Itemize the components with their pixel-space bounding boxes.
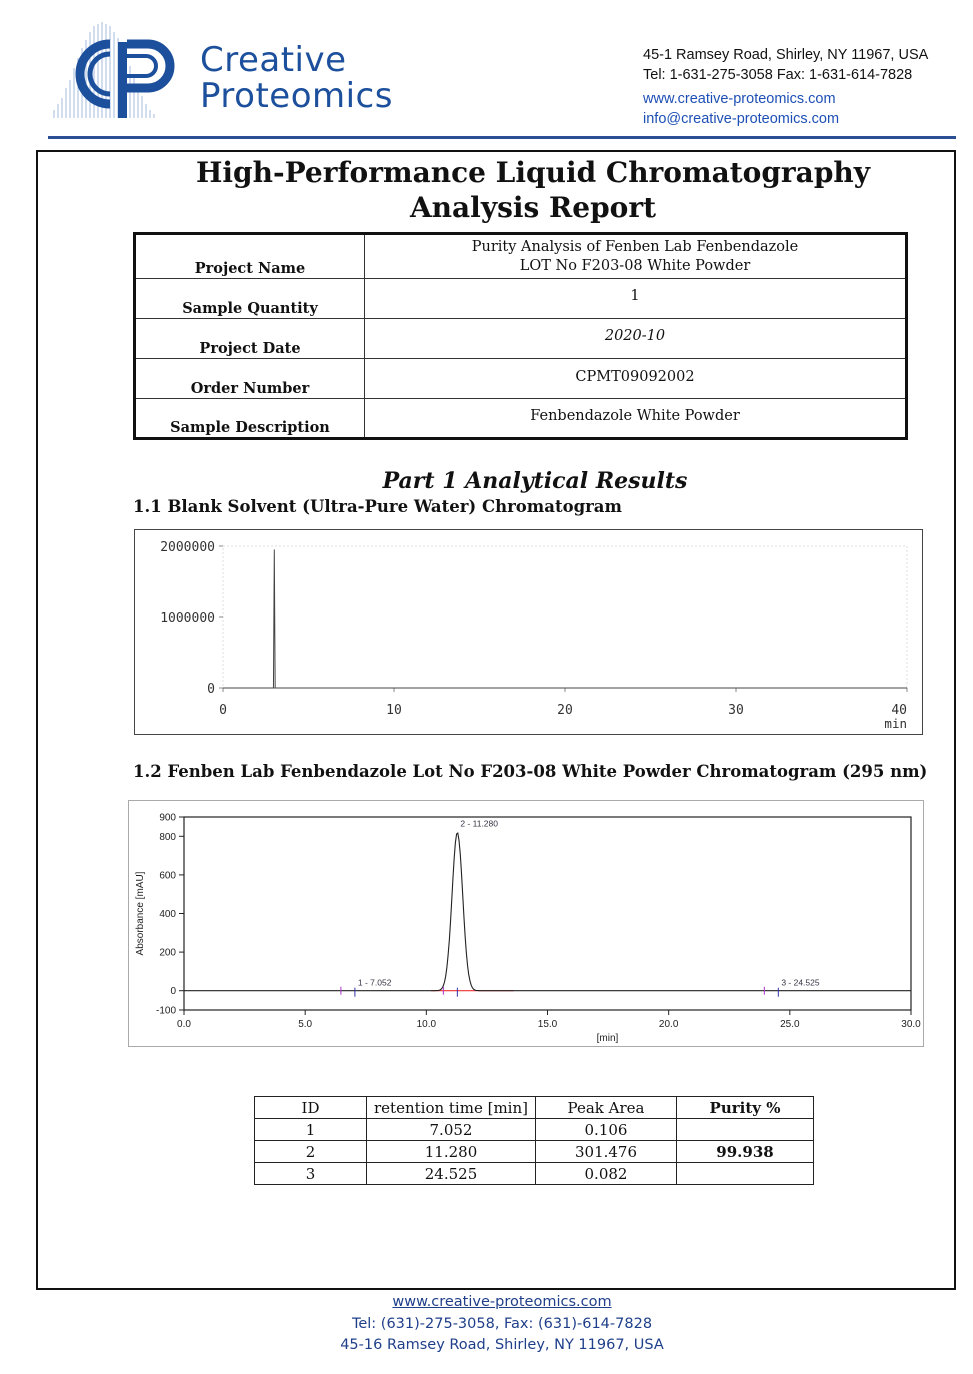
project-name-label: Project Name [135, 234, 365, 279]
results-header-retention-time: retention time [min] [367, 1097, 536, 1119]
y-tick-label: 1000000 [160, 611, 215, 626]
x-tick-label: 20 [557, 703, 573, 718]
x-tick-label: 30.0 [901, 1019, 921, 1030]
project-name-value-line2: LOT No F203-08 White Powder [519, 258, 751, 274]
results-header-peak-area: Peak Area [536, 1097, 677, 1119]
cell-retention-time: 24.525 [367, 1163, 536, 1185]
results-header-id: ID [255, 1097, 367, 1119]
project-name-value-line1: Purity Analysis of Fenben Lab Fenbendazole [471, 239, 799, 255]
cell-retention-time: 11.280 [367, 1141, 536, 1163]
part1-heading: Part 1 Analytical Results [382, 468, 688, 494]
x-axis-label: [min] [596, 1033, 619, 1044]
project-name-value [365, 234, 907, 279]
cell-retention-time: 7.052 [367, 1119, 536, 1141]
brand-name-line2: Proteomics [200, 76, 393, 116]
footer-address: 45-16 Ramsey Road, Shirley, NY 11967, USA [340, 1337, 664, 1353]
cell-id: 3 [255, 1163, 367, 1185]
header-website-link[interactable]: www.creative-proteomics.com [643, 91, 836, 107]
x-tick-label: 20.0 [658, 1019, 679, 1030]
footer [0, 1292, 973, 1357]
sample-quantity-value: 1 [365, 279, 907, 319]
project-info-table [133, 232, 908, 440]
project-date-value: 2020-10 [365, 319, 907, 359]
y-tick-label: 600 [159, 870, 176, 882]
y-tick-label: 800 [159, 831, 176, 843]
cell-id: 2 [255, 1141, 367, 1163]
cell-peak-area: 301.476 [536, 1141, 677, 1163]
series-line [223, 550, 907, 688]
x-tick-label: 5.0 [298, 1019, 313, 1030]
header-divider [48, 136, 956, 139]
sample-chart [129, 801, 923, 1046]
x-tick-label: 10.0 [416, 1019, 437, 1030]
peak-label: 1 - 7.052 [357, 977, 392, 988]
blank-solvent-chromatogram [134, 529, 923, 735]
x-tick-label: 30 [728, 703, 744, 718]
blank-solvent-chart [135, 530, 922, 734]
y-tick-label: 2000000 [160, 540, 215, 555]
brand-name-line1: Creative [200, 40, 347, 80]
report-title-line1: High-Performance Liquid Chromatography [195, 156, 871, 189]
info-row-project-name [135, 234, 907, 279]
order-number-value: CPMT09092002 [365, 359, 907, 399]
y-axis-label: Absorbance [mAU] [135, 871, 146, 956]
info-row-order-number [135, 359, 907, 399]
footer-website-link[interactable]: www.creative-proteomics.com [392, 1294, 612, 1310]
series-line [184, 833, 911, 991]
sample-chromatogram [128, 800, 924, 1047]
peak-label: 3 - 24.525 [781, 977, 820, 988]
order-number-label: Order Number [135, 359, 365, 399]
cell-id: 1 [255, 1119, 367, 1141]
sample-quantity-label: Sample Quantity [135, 279, 365, 319]
x-tick-label: 15.0 [537, 1019, 558, 1030]
y-tick-label: 0 [207, 682, 215, 697]
plot-area [223, 546, 907, 688]
table-row [255, 1163, 814, 1185]
table-row [255, 1141, 814, 1163]
peak-label: 2 - 11.280 [460, 818, 499, 829]
x-axis-label: min [884, 716, 907, 731]
cell-peak-area: 0.082 [536, 1163, 677, 1185]
sample-description-value: Fenbendazole White Powder [365, 399, 907, 439]
header-contact [643, 46, 928, 129]
cell-purity [677, 1119, 814, 1141]
x-tick-label: 10 [386, 703, 402, 718]
cell-purity: 99.938 [677, 1141, 814, 1163]
results-table [254, 1096, 814, 1185]
report-title [36, 155, 973, 225]
x-tick-label: 0.0 [177, 1019, 191, 1030]
x-tick-label: 0 [219, 703, 227, 718]
y-tick-label: 400 [159, 909, 176, 920]
logo-mark [48, 18, 188, 126]
cell-purity [677, 1163, 814, 1185]
project-date-label: Project Date [135, 319, 365, 359]
y-tick-label: -100 [155, 1005, 176, 1017]
x-tick-label: 25.0 [780, 1019, 800, 1030]
y-tick-label: 900 [159, 812, 176, 824]
results-header-purity: Purity % [677, 1097, 814, 1119]
sample-description-label: Sample Description [135, 399, 365, 439]
report-title-line2: Analysis Report [409, 191, 657, 224]
info-row-project-date [135, 319, 907, 359]
section-1-1-title: 1.1 Blank Solvent (Ultra-Pure Water) Chromatogram [133, 497, 622, 516]
section-1-2-title: 1.2 Fenben Lab Fenbendazole Lot No F203-08 White Powder Chromatogram (295 nm) [133, 762, 928, 781]
header-phone-fax: Tel: 1-631-275-3058 Fax: 1-631-614-7828 [643, 66, 913, 83]
company-logo [48, 18, 393, 126]
results-header-row [255, 1097, 814, 1119]
table-row [255, 1119, 814, 1141]
header-email-link[interactable]: info@creative-proteomics.com [643, 110, 840, 127]
cell-peak-area: 0.106 [536, 1119, 677, 1141]
header-address: 45-1 Ramsey Road, Shirley, NY 11967, USA [643, 47, 929, 63]
footer-phone-fax: Tel: (631)-275-3058, Fax: (631)-614-7828 [351, 1315, 653, 1332]
info-row-sample-quantity [135, 279, 907, 319]
y-tick-label: 200 [159, 947, 176, 959]
y-tick-label: 0 [170, 986, 176, 998]
x-tick-label: 40 [891, 703, 907, 718]
info-row-sample-description [135, 399, 907, 439]
